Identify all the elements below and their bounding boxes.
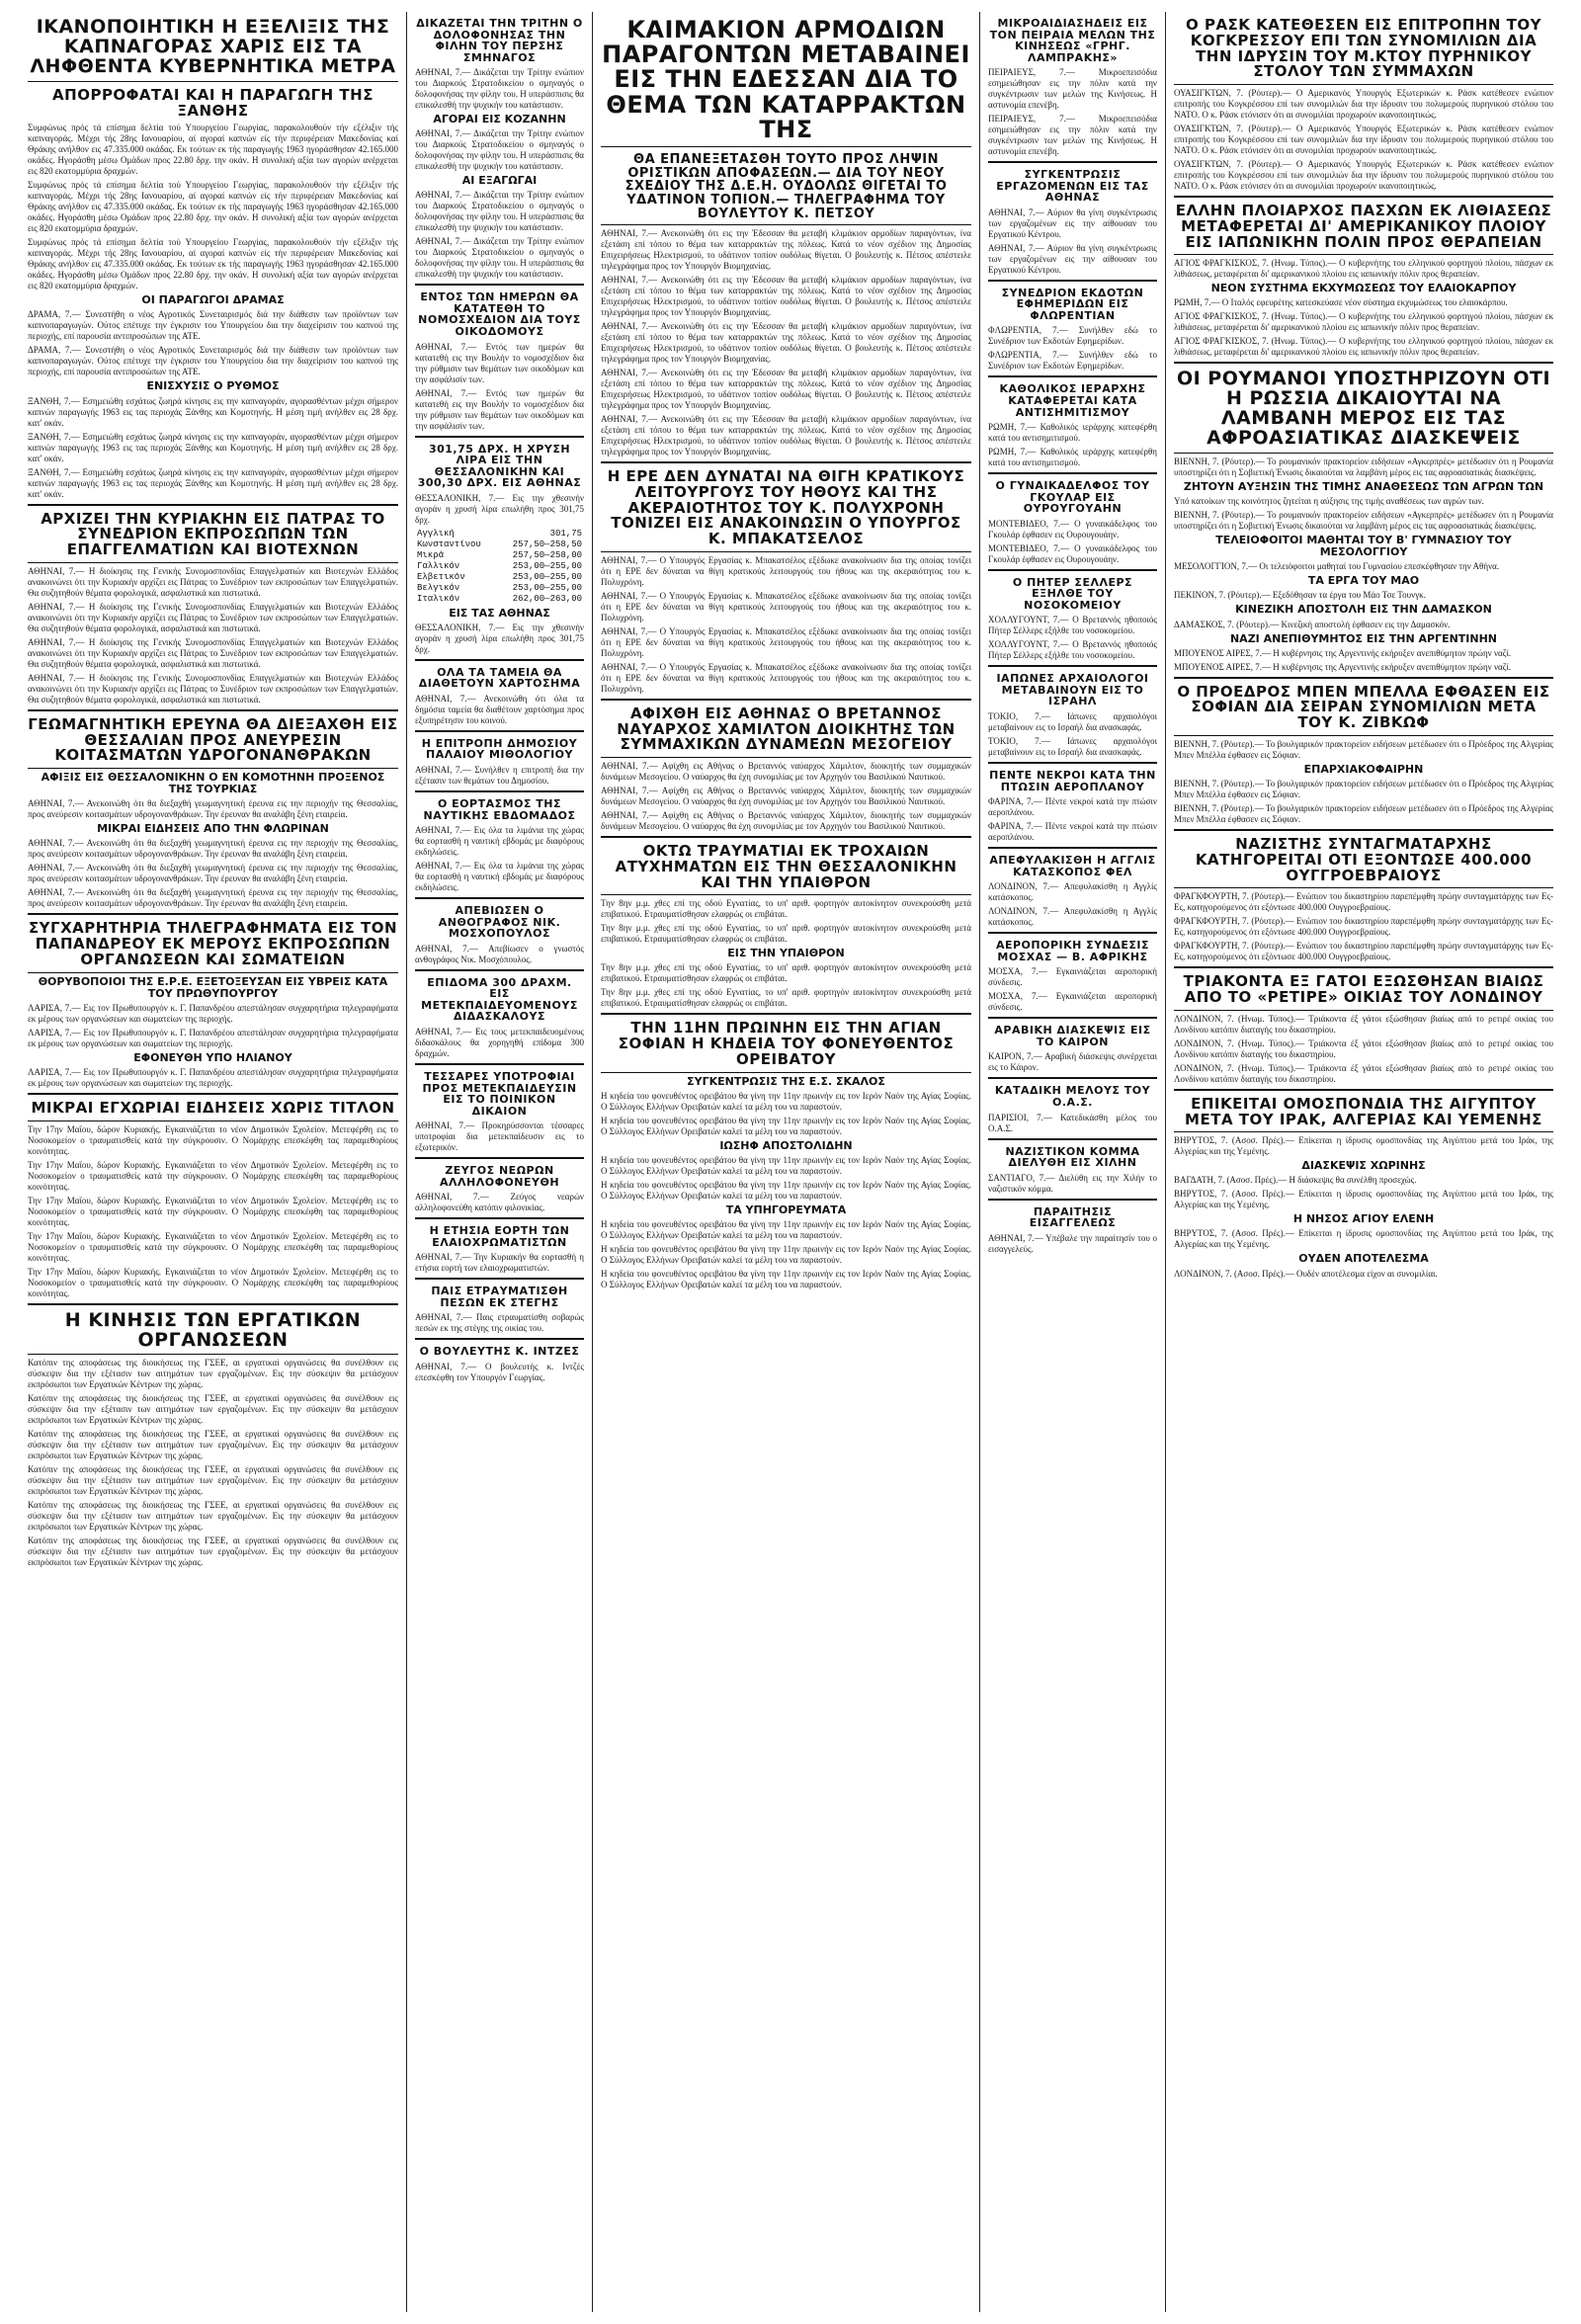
article-body: Κατόπιν της αποφάσεως της διοικήσεως της ΓΣΕΕ, αι εργατικαί οργανώσεις θα συνέλθουν εις σύσκεψιν δια την εξέτασιν των αιτημάτων των εργαζομένων. Εις την σύσκεψιν θα μετάσχουν εκπρόσωποι των Εργατικών Κέντρων της χώρας. bbox=[28, 1536, 398, 1568]
story-telegrams bbox=[28, 921, 398, 1089]
article-body: ΑΘΗΝΑΙ, 7.— Δικάζεται την Τρίτην ενώπιον του Διαρκούς Στρατοδικείου ο σμηναγός ο δολοφονήσας την φίλην του. Η υπεράσπισις θα επικαλεσθή την ψυχικήν του κατάστασιν. bbox=[415, 128, 584, 172]
subheading: ΜΙΚΡΑΙ ΕΙΔΗΣΕΙΣ ΑΠΟ ΤΗΝ ΦΛΩΡΙΝΑΝ bbox=[97, 822, 329, 836]
subheadline: ΘΑ ΕΠΑΝΕΞΕΤΑΣΘΗ ΤΟΥΤΟ ΠΡΟΣ ΛΗΨΙΝ ΟΡΙΣΤΙΚΩΝ ΑΠΟΦΑΣΕΩΝ.— ΔΙΑ ΤΟΥ ΝΕΟΥ ΣΧΕΔΙΟΥ ΤΗΣ Δ.Ε.Η. ΟΥΔΟΛΩΣ ΘΙΓΕΤΑΙ ΤΟ ΥΔΑΤΙΝΟΝ ΤΟΠΙΟΝ.— ΤΗΛΕΓΡΑΦΗΜΑ ΤΟΥ ΒΟΥΛΕΥΤΟΥ Κ. ΠΕΤΣΟΥ bbox=[624, 151, 948, 221]
article-body: ΑΘΗΝΑΙ, 7.— Δικάζεται την Τρίτην ενώπιον του Διαρκούς Στρατοδικείου ο σμηναγός ο δολοφονήσας την φίλην του. Η υπεράσπισις θα επικαλεσθή την ψυχικήν του κατάστασιν. bbox=[415, 190, 584, 233]
article-body: ΛΟΝΔΙΝΟΝ, 7.— Απεφυλακίσθη η Αγγλίς κατάσκοπος. bbox=[988, 881, 1157, 903]
article-body: ΒΗΡΥΤΟΣ, 7. (Ασοσ. Πρές).— Επίκειται η ίδρυσις ομοσπονδίας της Αιγύπτου μετά του Ιράκ, της Αλγερίας και της Υεμένης. bbox=[1174, 1228, 1553, 1250]
article-body: Την 8ην μ.μ. χθες επί της οδού Εγνατίας, το υπ' αριθ. φορτηγόν αυτοκίνητον συνεκρούσθη μετά επιβατικού. Ετραυματίσθησαν ελαφρώς οι επιβάται. bbox=[601, 898, 971, 920]
article-body: Η κηδεία του φονευθέντος ορειβάτου θα γίνη την 11ην πρωινήν εις τον Ιερόν Ναόν της Αγίας Σοφίας. Ο Σύλλογος Ελλήνων Ορειβατών καλεί τα μέλη του να παραστούν. bbox=[601, 1090, 971, 1112]
table-row: Γαλλικόν 253,00—255,00 bbox=[417, 560, 582, 571]
headline: Η ΕΡΕ ΔΕΝ ΔΥΝΑΤΑΙ ΝΑ ΘΙΓΗ ΚΡΑΤΙΚΟΥΣ ΛΕΙΤΟΥΡΓΟΥΣ ΤΟΥ ΗΘΟΥΣ ΚΑΙ ΤΗΣ ΑΚΕΡΑΙΟΤΗΤΟΣ ΤΟΥ Κ. ΠΟΛΥΧΡΟΝΗ ΤΟΝΙΖΕΙ ΕΙΣ ΑΝΑΚΟΙΝΩΣΙΝ Ο ΥΠΟΥΡΓΟΣ Κ. ΜΠΑΚΑΤΣΕΛΟΣ bbox=[607, 467, 965, 548]
article-body: ΦΡΑΓΚΦΟΥΡΤΗ, 7. (Ρόυτερ).— Ενώπιον του δικαστηρίου παρεπέμφθη πρώην συνταγματάρχης των Ες-Ες, κατηγορούμενος ότι εξόντωσε 400.000 Ουγγροεβραίους. bbox=[1174, 941, 1553, 962]
story-geomagnetic bbox=[28, 714, 398, 910]
article-body: ΞΑΝΘΗ, 7.— Εσημειώθη εσχάτως ζωηρά κίνησις εις την καπναγοράν, αγορασθέντων μέχρι σήμερον καπνών παραγωγής 1963 εις τας περιοχάς Ξάνθης και Κομοτηνής. Η μέση τιμή ανήλθεν εις 28 δρχ. κατ' οκάν. bbox=[28, 431, 398, 463]
headline: ΜΙΚΡΟΑΙΔΙΑΣΗΔΕΙΣ ΕΙΣ ΤΟΝ ΠΕΙΡΑΙΑ ΜΕΛΩΝ ΤΗΣ ΚΙΝΗΣΕΩΣ «ΓΡΗΓ. ΛΑΜΠΡΑΚΗΣ» bbox=[989, 17, 1156, 64]
article-body: Κατόπιν της αποφάσεως της διοικήσεως της ΓΣΕΕ, αι εργατικαί οργανώσεις θα συνέλθουν εις σύσκεψιν δια την εξέτασιν των αιτημάτων των εργαζομένων. Εις την σύσκεψιν θα μετάσχουν εκπρόσωποι των Εργατικών Κέντρων της χώρας. bbox=[28, 1500, 398, 1533]
story-nazi-colonel bbox=[1174, 837, 1553, 962]
story-admiral bbox=[601, 706, 971, 832]
table-row: Ιταλικόν 262,00—263,00 bbox=[417, 593, 582, 604]
headline: ΙΚΑΝΟΠΟΙΗΤΙΚΗ Η ΕΞΕΛΙΞΙΣ ΤΗΣ ΚΑΠΝΑΓΟΡΑΣ ΧΑΡΙΣ ΕΙΣ ΤΑ ΛΗΦΘΕΝΤΑ ΚΥΒΕΡΝΗΤΙΚΑ ΜΕΤΡΑ bbox=[30, 16, 396, 77]
story-piraeus bbox=[988, 18, 1157, 157]
article-body: Συμφώνως πρός τά επίσημα δελτία τού Υπουργείου Γεωργίας, παρακολουθούν τήν εξέλιξιν τής καπναγοράς. Μέχρι τής 28ης Ιανουαρίου, αί αγοραί καπνών είς τήν περιφέρειαν Μακεδονίας καί Θράκης ανήλθον εις 47.335.000 οκάδας. Εκ τούτων εκ τής παραγωγής 1963 ηγοράσθησαν 42.165.000 οκάδες. Ηγοράσθη μέσω Ομάδων προς 22.80 δρχ. την οκάν. Η συνολική αξία των αγορών ανέρχεται εις 820 εκατομμύρια δραχμών. bbox=[28, 237, 398, 291]
article-body: ΛΟΝΔΙΝΟΝ, 7.— Απεφυλακίσθη η Αγγλίς κατάσκοπος. bbox=[988, 906, 1157, 928]
article-body: ΛΟΝΔΙΝΟΝ, 7. (Ηνωμ. Τύπος).— Τριάκοντα έξ γάτοι εξώσθησαν βιαίως από το ρετιρέ οικίας του Λονδίνου κατόπιν διαταγής του δικαστηρίου. bbox=[1174, 1013, 1553, 1035]
headline: ΣΥΝΕΔΡΙΟΝ ΕΚΔΟΤΩΝ ΕΦΗΜΕΡΙΔΩΝ ΕΙΣ ΦΛΩΡΕΝΤΙΑΝ bbox=[1001, 286, 1144, 322]
subheading: ΕΦΟΝΕΥΘΗ ΥΠΟ ΗΛΙΑΝΟΥ bbox=[133, 1050, 292, 1064]
story-arab-conference bbox=[988, 1025, 1157, 1073]
article-body: ΑΘΗΝΑΙ, 7.— Ανεκοινώθη ότι εις την Έδεσσαν θα μεταβή κλιμάκιον αρμοδίων παραγόντων, ίνα εξετάση επί τόπου το θέμα των καταρρακτών της πόλεως. Κατά το νέον σχέδιον της Δημοσίας Επιχειρήσεως Ηλεκτρισμού, το υδάτινον τοπίον ουδόλως θίγεται. Ο βουλευτής κ. Πέτσος απέστειλε τηλεγράφημα προς τον Υπουργόν Βιομηχανίας. bbox=[601, 275, 971, 318]
subheading: ΟΥΔΕΝ ΑΠΟΤΕΛΕΣΜΑ bbox=[1298, 1252, 1429, 1266]
headline: ΝΑΖΙΣΤΗΣ ΣΥΝΤΑΓΜΑΤΑΡΧΗΣ ΚΑΤΗΓΟΡΕΙΤΑΙ ΟΤΙ ΕΞΟΝΤΩΣΕ 400.000 ΟΥΓΓΡΟΕΒΡΑΙΟΥΣ bbox=[1195, 835, 1533, 884]
headline: Η ΕΤΗΣΙΑ ΕΟΡΤΗ ΤΩΝ ΕΛΑΙΟΧΡΩΜΑΤΙΣΤΩΝ bbox=[429, 1224, 570, 1249]
subheading: ΕΙΣ ΤΗΝ ΥΠΑΙΘΡΟΝ bbox=[727, 947, 845, 960]
article-body: ΜΟΣΧΑ, 7.— Εγκαινιάζεται αεροπορική σύνδεσις. bbox=[988, 991, 1157, 1013]
article-body: Κατόπιν της αποφάσεως της διοικήσεως της ΓΣΕΕ, αι εργατικαί οργανώσεις θα συνέλθουν εις σύσκεψιν δια την εξέτασιν των αιτημάτων των εργαζομένων. Εις την σύσκεψιν θα μετάσχουν εκπρόσωποι των Εργατικών Κέντρων της χώρας. bbox=[28, 1393, 398, 1426]
article-body: ΑΘΗΝΑΙ, 7.— Ανεκοινώθη ότι εις την Έδεσσαν θα μεταβή κλιμάκιον αρμοδίων παραγόντων, ίνα εξετάση επί τόπου το θέμα των καταρρακτών της πόλεως. Κατά το νέον σχέδιον της Δημοσίας Επιχειρήσεως Ηλεκτρισμού, το υδάτινον τοπίον ουδόλως θίγεται. Ο βουλευτής κ. Πέτσος απέστειλε τηλεγράφημα προς τον Υπουργόν Βιομηχανίας. bbox=[601, 228, 971, 272]
article-body: ΑΘΗΝΑΙ, 7.— Δικάζεται την Τρίτην ενώπιον του Διαρκούς Στρατοδικείου ο σμηναγός ο δολοφονήσας την φίλην του. Η υπεράσπισις θα επικαλεσθή την ψυχικήν του κατάστασιν. bbox=[415, 67, 584, 111]
headline: ΑΠΕΒΙΩΣΕΝ Ο ΑΝΘΟΓΡΑΦΟΣ ΝΙΚ. ΜΟΣΧΟΠΟΥΛΟΣ bbox=[438, 904, 561, 941]
article-body: ΛΑΡΙΣΑ, 7.— Εις τον Πρωθυπουργόν κ. Γ. Παπανδρέου απεστάλησαν συγχαρητήρια τηλεγραφήματα εκ μέρους των οργανώσεων και σωματείων της περιοχής. bbox=[28, 1027, 398, 1048]
article-body: ΒΙΕΝΝΗ, 7. (Ρόυτερ).— Το ρουμανικόν πρακτορείον ειδήσεων «Αγκερπρές» μετέδωσεν ότι η Ρουμανία υποστηρίζει ότι η Σοβιετική Ένωσις δικαιούται να λαμβάνη μέρος εις τας αφροασιατικάς διασκέψεις. bbox=[1174, 510, 1553, 532]
story-mp bbox=[415, 1346, 584, 1383]
story-workers-rally bbox=[988, 169, 1157, 276]
subheading: ΤΑ ΥΠΗΓΟΡΕΥΜΑΤΑ bbox=[725, 1203, 847, 1216]
article-body: ΒΙΕΝΝΗ, 7. (Ρόυτερ).— Το ρουμανικόν πρακτορείον ειδήσεων «Αγκερπρές» μετέδωσεν ότι η Ρουμανία υποστηρίζει ότι η Σοβιετική Ένωσις δικαιούται να λαμβάνη μέρος εις τας αφροασιατικάς διασκέψεις. bbox=[1174, 456, 1553, 478]
article-body: ΑΘΗΝΑΙ, 7.— Εις όλα τα λιμάνια της χώρας θα εορτασθή η ναυτική εβδομάς με διαφόρους εκδηλώσεις. bbox=[415, 825, 584, 858]
subheading: ΤΕΛΕΙΟΦΟΙΤΟΙ ΜΑΘΗΤΑΙ ΤΟΥ Β' ΓΥΜΝΑΣΙΟΥ ΤΟΥ ΜΕΣΟΛΟΓΓΙΟΥ bbox=[1215, 534, 1512, 559]
article-body: ΜΟΝΤΕΒΙΔΕΟ, 7.— Ο γυναικάδελφος του Γκουλάρ έφθασεν εις Ουρουγουάην. bbox=[988, 518, 1157, 540]
article-body: ΑΘΗΝΑΙ, 7.— Εις τους μετεκπαιδευομένους διδασκάλους θα χορηγηθή επίδομα 300 δραχμών. bbox=[415, 1026, 584, 1058]
story-teachers-allowance bbox=[415, 977, 584, 1059]
story-scholarships bbox=[415, 1071, 584, 1153]
article-body: ΑΘΗΝΑΙ, 7.— Αφίχθη εις Αθήνας ο Βρεταννός ναύαρχος Χάμιλτον, διοικητής των συμμαχικών δυνάμεων Μεσογείου. Ο ναύαρχος θα έχη συνομιλίας με τον Αρχηγόν του Βασιλικού Ναυτικού. bbox=[601, 761, 971, 783]
story-naval-week bbox=[415, 798, 584, 893]
story-obituary bbox=[415, 905, 584, 965]
subheading: ΔΙΑΣΚΕΨΙΣ ΧΩΡΙΝΗΣ bbox=[1301, 1159, 1426, 1173]
article-body: ΒΙΕΝΝΗ, 7. (Ρόυτερ).— Το βουλγαρικόν πρακτορείον ειδήσεων μετέδωσεν ότι ο Πρόεδρος της Αλγερίας Μπεν Μπέλλα έφθασεν εις Σόφιαν. bbox=[1174, 803, 1553, 824]
story-publishers bbox=[988, 288, 1157, 373]
headline: 301,75 ΔΡΧ. Η ΧΡΥΣΗ ΛΙΡΑ ΕΙΣ ΤΗΝ ΘΕΣΣΑΛΟΝΙΚΗΝ ΚΑΙ 300,30 ΔΡΧ. ΕΙΣ ΑΘΗΝΑΣ bbox=[417, 442, 582, 490]
subheading: Η ΝΗΣΟΣ ΑΓΙΟΥ ΕΛΕΝΗ bbox=[1292, 1212, 1435, 1226]
headline: ΚΑΙΜΑΚΙΟΝ ΑΡΜΟΔΙΩΝ ΠΑΡΑΓΟΝΤΩΝ ΜΕΤΑΒΑΙΝΕΙ ΕΙΣ ΤΗΝ ΕΔΕΣΣΑΝ ΔΙΑ ΤΟ ΘΕΜΑ ΤΩΝ ΚΑΤΑΡΡΑΚΤΩΝ ΤΗΣ bbox=[602, 16, 970, 143]
column-5 bbox=[1166, 12, 1561, 2312]
subheading: ΣΥΓΚΕΝΤΡΩΣΙΣ ΤΗΣ Ε.Σ. ΣΚΑΛΟΣ bbox=[687, 1074, 885, 1088]
story-prosecutor bbox=[988, 1206, 1157, 1255]
article-body: ΣΑΝΤΙΑΓΟ, 7.— Διελύθη εις την Χιλήν το ναζιστικόν κόμμα. bbox=[988, 1172, 1157, 1194]
article-body: ΠΑΡΙΣΙΟΙ, 7.— Κατεδικάσθη μέλος του Ο.Α.Σ. bbox=[988, 1112, 1157, 1133]
headline: ΕΛΛΗΝ ΠΛΟΙΑΡΧΟΣ ΠΑΣΧΩΝ ΕΚ ΛΙΘΙΑΣΕΩΣ ΜΕΤΑΦΕΡΕΤΑΙ ΔΙ' ΑΜΕΡΙΚΑΝΙΚΟΥ ΠΛΟΙΟΥ ΕΙΣ ΙΑΠΩΝΙΚΗΝ ΠΟΛΙΝ ΠΡΟΣ ΘΕΡΑΠΕΙΑΝ bbox=[1175, 202, 1552, 251]
story-child-fall bbox=[415, 1286, 584, 1334]
article-body: ΜΟΝΤΕΒΙΔΕΟ, 7.— Ο γυναικάδελφος του Γκουλάρ έφθασεν εις Ουρουγουάην. bbox=[988, 542, 1157, 564]
story-chile bbox=[988, 1146, 1157, 1195]
subheading: ΑΓΟΡΑΙ ΕΙΣ ΚΟΖΑΝΗΝ bbox=[433, 113, 566, 126]
story-federation bbox=[1174, 1094, 1553, 1280]
article-body: ΤΟΚΙΟ, 7.— Ιάπωνες αρχαιολόγοι μεταβαίνουν εις το Ισραήλ δια ανασκαφάς. bbox=[988, 736, 1157, 758]
article-body: ΛΟΝΔΙΝΟΝ, 7. (Ηνωμ. Τύπος).— Τριάκοντα έξ γάτοι εξώσθησαν βιαίως από το ρετιρέ οικίας του Λονδίνου κατόπιν διαταγής του δικαστηρίου. bbox=[1174, 1062, 1553, 1084]
article-body: ΘΕΣΣΑΛΟΝΙΚΗ, 7.— Εις την χθεσινήν αγοράν η χρυσή λίρα επωλήθη προς 301,75 δρχ. bbox=[415, 492, 584, 525]
article-body: ΛΟΝΔΙΝΟΝ, 7. (Ασοσ. Πρές).— Ουδέν αποτέλεσμα είχον αι συνομιλίαι. bbox=[1174, 1268, 1438, 1279]
article-body: ΤΟΚΙΟ, 7.— Ιάπωνες αρχαιολόγοι μεταβαίνουν εις το Ισραήλ δια ανασκαφάς. bbox=[988, 711, 1157, 733]
story-labor-organizations bbox=[28, 1308, 398, 1569]
subheadline: ΑΠΟΡΡΟΦΑΤΑΙ ΚΑΙ Η ΠΑΡΑΓΩΓΗ ΤΗΣ ΞΑΝΘΗΣ bbox=[52, 85, 374, 120]
article-body: ΦΑΡΙΝΑ, 7.— Πέντε νεκροί κατά την πτώσιν αεροπλάνου. bbox=[988, 796, 1157, 818]
article-body: Την 17ην Μαΐου, δώρον Κυριακής. Εγκαινιάζεται το νέον Δημοτικόν Σχολείον. Μετεφέρθη εις το Νοσοκομείον ο τραυματισθείς κατά την σύγκρουσιν. Ο Νομάρχης επεσκέφθη τας παραμεθορίους κοινότητας. bbox=[28, 1123, 398, 1156]
article-body: ΑΘΗΝΑΙ, 7.— Αφίχθη εις Αθήνας ο Βρεταννός ναύαρχος Χάμιλτον, διοικητής των συμμαχικών δυνάμεων Μεσογείου. Ο ναύαρχος θα έχη συνομιλίας με τον Αρχηγόν του Βασιλικού Ναυτικού. bbox=[601, 810, 971, 832]
article-body: ΑΘΗΝΑΙ, 7.— Ανεκοινώθη ότι θα διεξαχθή γεωμαγνητική έρευνα εις την περιοχήν της Θεσσαλίας, προς ανεύρεσιν κοιτασμάτων υδρογονανθράκων. Την έρευναν θα αναλάβη ξένη εταιρεία. bbox=[28, 798, 398, 820]
article-body: ΟΥΑΣΙΓΚΤΩΝ, 7. (Ρόυτερ).— Ο Αμερικανός Υπουργός Εξωτερικών κ. Ράσκ κατέθεσεν ενώπιον επιτροπής του Κογκρέσσου επί των συνομιλιών δια την ίδρυσιν του πολυμερούς πυρηνικού στόλου του ΝΑΤΟ. Ο κ. Ράσκ ετόνισεν ότι αι συνομιλίαι προχωρούν ικανοποιητικώς. bbox=[1174, 124, 1553, 155]
article-body: Η κηδεία του φονευθέντος ορειβάτου θα γίνη την 11ην πρωινήν εις τον Ιερόν Ναόν της Αγίας Σοφίας. Ο Σύλλογος Ελλήνων Ορειβατών καλεί τα μέλη του να παραστούν. bbox=[601, 1219, 971, 1241]
table-row: Κωνσταντίνου 257,50—258,50 bbox=[417, 539, 582, 549]
headline: Η ΕΠΙΤΡΟΠΗ ΔΗΜΟΣΙΟΥ ΠΑΛΑΙΟΥ ΜΙΘΟΛΟΓΙΟΥ bbox=[421, 736, 578, 762]
article-body: ΑΘΗΝΑΙ, 7.— Ανεκοινώθη ότι θα διεξαχθή γεωμαγνητική έρευνα εις την περιοχήν της Θεσσαλίας, προς ανεύρεσιν κοιτασμάτων υδρογονανθράκων. Την έρευναν θα αναλάβη ξένη εταιρεία. bbox=[28, 887, 398, 909]
article-body: Την 8ην μ.μ. χθες επί της οδού Εγνατίας, το υπ' αριθ. φορτηγόν αυτοκίνητον συνεκρούσθη μετά επιβατικού. Ετραυματίσθησαν ελαφρώς οι επιβάται. bbox=[601, 962, 971, 984]
article-body: ΔΡΑΜΑ, 7.— Συνεστήθη ο νέος Αγροτικός Συνεταιρισμός διά την διάθεσιν των προϊόντων των καπνοπαραγωγών. Ούτος επέτυχε την έγκρισιν του Υπουργείου δια την διαχείρισιν του καπνού της περιοχής, επί παρουσία αντιπροσώπων της ΑΤΕ. bbox=[28, 345, 398, 377]
article-body: ΟΥΑΣΙΓΚΤΩΝ, 7. (Ρόυτερ).— Ο Αμερικανός Υπουργός Εξωτερικών κ. Ράσκ κατέθεσεν ενώπιον επιτροπής του Κογκρέσσου επί των συνομιλιών δια την ίδρυσιν του πολυμερούς πυρηνικού στόλου του ΝΑΤΟ. Ο κ. Ράσκ ετόνισεν ότι αι συνομιλίαι προχωρούν ικανοποιητικώς. bbox=[1174, 159, 1553, 191]
article-body: ΠΕΙΡΑΙΕΥΣ, 7.— Μικροεπεισόδια εσημειώθησαν εις την πόλιν κατά την συγκέντρωσιν των μελών της Κινήσεως. Η αστυνομία επενέβη. bbox=[988, 114, 1157, 157]
article-body: ΜΕΣΟΛΟΓΓΙΟΝ, 7.— Οι τελειόφοιτοι μαθηταί του Γυμνασίου επεσκέφθησαν την Αθήνα. bbox=[1174, 561, 1500, 572]
story-oas bbox=[988, 1085, 1157, 1133]
story-rusk bbox=[1174, 18, 1553, 192]
column-2 bbox=[407, 12, 593, 2312]
story-couple bbox=[415, 1165, 584, 1213]
subheading: ΑΙ ΕΞΑΓΩΓΑΙ bbox=[461, 174, 538, 188]
article-body: ΑΘΗΝΑΙ, 7.— Η διοίκησις της Γενικής Συνομοσπονδίας Επαγγελματιών και Βιοτεχνών Ελλάδος ανακοινώνει ότι την Κυριακήν αρχίζει εις Πάτρας το Συνέδριον των εκπροσώπων των Επαγγελματιών. Θα συζητηθούν θέματα φορολογικά, ασφαλιστικά και πιστωτικά. bbox=[28, 636, 398, 669]
subheading: ΕΝΙΣΧΥΣΙΣ Ο ΡΥΘΜΟΣ bbox=[146, 379, 280, 393]
article-body: ΑΘΗΝΑΙ, 7.— Ο βουλευτής κ. Ιντζές επεσκέφθη τον Υπουργόν Γεωργίας. bbox=[415, 1361, 584, 1382]
headline: ΟΙ ΡΟΥΜΑΝΟΙ ΥΠΟΣΤΗΡΙΖΟΥΝ ΟΤΙ Η ΡΩΣΣΙΑ ΔΙΚΑΙΟΥΤΑΙ ΝΑ ΛΑΜΒΑΝΗ ΜΕΡΟΣ ΕΙΣ ΤΑΣ ΑΦΡΟΑΣΙΑΤΙΚΑΣ ΔΙΑΣΚΕΨΕΙΣ bbox=[1176, 368, 1551, 450]
headline: ΕΠΙΔΟΜΑ 300 ΔΡΑΧΜ. ΕΙΣ ΜΕΤΕΚΠΑΙΔΕΥΟΜΕΝΟΥΣ ΔΙΔΑΣΚΑΛΟΥΣ bbox=[421, 975, 578, 1024]
article-body: ΘΕΣΣΑΛΟΝΙΚΗ, 7.— Εις την χθεσινήν αγοράν η χρυσή λίρα επωλήθη προς 301,75 δρχ. bbox=[415, 622, 584, 654]
article-body: ΑΘΗΝΑΙ, 7.— Ο Υπουργός Εργασίας κ. Μπακατσέλος εξέδωκε ανακοίνωσιν δια της οποίας τονίζει ότι η ΕΡΕ δεν δύναται να θίγη κρατικούς λειτουργούς του ήθους και της ακεραιότητος του κ. Πολυχρόνη. bbox=[601, 625, 971, 658]
story-gold-sovereign bbox=[415, 444, 584, 655]
headline: ΑΡΑΒΙΚΗ ΔΙΑΣΚΕΨΙΣ ΕΙΣ ΤΟ ΚΑΙΡΟΝ bbox=[994, 1024, 1151, 1048]
article-body: ΑΘΗΝΑΙ, 7.— Ανεκοινώθη ότι όλα τα δημόσια ταμεία θα διαθέτουν χαρτόσημα προς εξυπηρέτησιν του κοινού. bbox=[415, 693, 584, 725]
article-body: ΛΑΡΙΣΑ, 7.— Εις τον Πρωθυπουργόν κ. Γ. Παπανδρέου απεστάλησαν συγχαρητήρια τηλεγραφήματα εκ μέρους των οργανώσεων και σωματείων της περιοχής. bbox=[28, 1002, 398, 1024]
article-body: ΑΘΗΝΑΙ, 7.— Αύριον θα γίνη συγκέντρωσις των εργαζομένων εις την αίθουσαν του Εργατικού Κέντρου. bbox=[988, 207, 1157, 239]
article-body: ΠΕΙΡΑΙΕΥΣ, 7.— Μικροεπεισόδια εσημειώθησαν εις την πόλιν κατά την συγκέντρωσιν των μελών της Κινήσεως. Η αστυνομία επενέβη. bbox=[988, 67, 1157, 111]
article-body: Η κηδεία του φονευθέντος ορειβάτου θα γίνη την 11ην πρωινήν εις τον Ιερόν Ναόν της Αγίας Σοφίας. Ο Σύλλογος Ελλήνων Ορειβατών καλεί τα μέλη του να παραστούν. bbox=[601, 1154, 971, 1176]
headline: Ο ΠΗΤΕΡ ΣΕΛΛΕΡΣ ΕΞΗΛΘΕ ΤΟΥ ΝΟΣΟΚΟΜΕΙΟΥ bbox=[1012, 575, 1133, 612]
article-body: ΦΡΑΓΚΦΟΥΡΤΗ, 7. (Ρόυτερ).— Ενώπιον του δικαστηρίου παρεπέμφθη πρώην συνταγματάρχης των Ες-Ες, κατηγορούμενος ότι εξόντωσε 400.000 Ουγγροεβραίους. bbox=[1174, 891, 1553, 913]
story-patras-congress bbox=[28, 509, 398, 706]
article-body: ΑΘΗΝΑΙ, 7.— Ο Υπουργός Εργασίας κ. Μπακατσέλος εξέδωκε ανακοίνωσιν δια της οποίας τονίζει ότι η ΕΡΕ δεν δύναται να θίγη κρατικούς λειτουργούς του ήθους και της ακεραιότητος του κ. Πολυχρόνη. bbox=[601, 590, 971, 622]
lead-story-tobacco bbox=[28, 18, 398, 500]
headline: Ο ΕΟΡΤΑΣΜΟΣ ΤΗΣ ΝΑΥΤΙΚΗΣ ΕΒΔΟΜΑΔΟΣ bbox=[423, 797, 576, 822]
article-body: ΑΓΙΟΣ ΦΡΑΓΚΙΣΚΟΣ, 7. (Ηνωμ. Τύπος).— Ο κυβερνήτης του ελληνικού φορτηγού πλοίου, πάσχων εκ λιθιάσεως, μεταφέρεται δι' αμερικανικού πλοίου εις ιαπωνικήν πόλιν προς θεραπείαν. bbox=[1174, 336, 1553, 358]
headline: ΣΥΓΚΕΝΤΡΩΣΙΣ ΕΡΓΑΖΟΜΕΝΩΝ ΕΙΣ ΤΑΣ ΑΘΗΝΑΣ bbox=[996, 168, 1149, 205]
headline: ΓΕΩΜΑΓΝΗΤΙΚΗ ΕΡΕΥΝΑ ΘΑ ΔΙΕΞΑΧΘΗ ΕΙΣ ΘΕΣΣΑΛΙΑΝ ΠΡΟΣ ΑΝΕΥΡΕΣΙΝ ΚΟΙΤΑΣΜΑΤΩΝ ΥΔΡΟΓΟΝΑΝΘΡΑΚΩΝ bbox=[28, 714, 398, 765]
article-body: ΑΘΗΝΑΙ, 7.— Αύριον θα γίνη συγκέντρωσις των εργαζομένων εις την αίθουσαν του Εργατικού Κέντρου. bbox=[988, 242, 1157, 275]
headline: Ο ΠΡΟΕΔΡΟΣ ΜΠΕΝ ΜΠΕΛΛΑ ΕΦΘΑΣΕΝ ΕΙΣ ΣΟΦΙΑΝ ΔΙΑ ΣΕΙΡΑΝ ΣΥΝΟΜΙΛΙΩΝ ΜΕΤΑ ΤΟΥ Κ. ΖΙΒΚΩΦ bbox=[1177, 682, 1550, 732]
subheading: ΘΟΡΥΒΟΠΟΙΟΙ ΤΗΣ Ε.Ρ.Ε. ΕΞΕΤΟΞΕΥΣΑΝ ΕΙΣ ΥΒΡΕΙΣ ΚΑΤΑ ΤΟΥ ΠΡΩΘΥΠΟΥΡΓΟΥ bbox=[38, 974, 388, 1000]
article-body: ΑΘΗΝΑΙ, 7.— Παις ετραυματίσθη σοβαρώς πεσών εκ της στέγης της οικίας του. bbox=[415, 1312, 584, 1334]
headline: ΚΑΘΟΛΙΚΟΣ ΙΕΡΑΡΧΗΣ ΚΑΤΑΦΕΡΕΤΑΙ ΚΑΤΑ ΑΝΤΙΣΗΜΙΤΙΣΜΟΥ bbox=[999, 382, 1146, 419]
story-romanians bbox=[1174, 370, 1553, 672]
article-body: Η κηδεία του φονευθέντος ορειβάτου θα γίνη την 11ην πρωινήν εις τον Ιερόν Ναόν της Αγίας Σοφίας. Ο Σύλλογος Ελλήνων Ορειβατών καλεί τα μέλη του να παραστούν. bbox=[601, 1115, 971, 1136]
article-body: ΒΑΓΔΑΤΗ, 7. (Ασοσ. Πρές).— Η διάσκεψις θα συνέλθη προσεχώς. bbox=[1174, 1175, 1417, 1186]
headline: ΤΗΝ 11ΗΝ ΠΡΩΙΝΗΝ ΕΙΣ ΤΗΝ ΑΓΙΑΝ ΣΟΦΙΑΝ Η ΚΗΔΕΙΑ ΤΟΥ ΦΟΝΕΥΘΕΝΤΟΣ ΟΡΕΙΒΑΤΟΥ bbox=[618, 1019, 955, 1068]
headline: Ο ΓΥΝΑΙΚΑΔΕΛΦΟΣ ΤΟΥ ΓΚΟΥΛΑΡ ΕΙΣ ΟΥΡΟΥΓΟΥΑΗΝ bbox=[995, 479, 1150, 516]
story-builders-bill bbox=[415, 291, 584, 431]
article-body: ΟΥΑΣΙΓΚΤΩΝ, 7. (Ρόυτερ).— Ο Αμερικανός Υπουργός Εξωτερικών κ. Ράσκ κατέθεσεν ενώπιον επιτροπής του Κογκρέσσου επί των συνομιλιών δια την ίδρυσιν του πολυμερούς πυρηνικού στόλου του ΝΑΤΟ. Ο κ. Ράσκ ετόνισεν ότι αι συνομιλίαι προχωρούν ικανοποιητικώς. bbox=[1174, 88, 1553, 120]
story-spy bbox=[988, 855, 1157, 928]
article-body: ΔΑΜΑΣΚΟΣ, 7. (Ρόυτερ).— Κινεζική αποστολή έφθασεν εις την Δαμασκόν. bbox=[1174, 619, 1451, 629]
story-archaeologists bbox=[988, 673, 1157, 758]
article-body: ΡΩΜΗ, 7.— Ο Ιταλός εφευρέτης κατεσκεύασε νέον σύστημα εκχυμώσεως του ελαιοκάρπου. bbox=[1174, 297, 1508, 308]
article-body: ΑΘΗΝΑΙ, 7.— Ο Υπουργός Εργασίας κ. Μπακατσέλος εξέδωκε ανακοίνωσιν δια της οποίας τονίζει ότι η ΕΡΕ δεν δύναται να θίγη κρατικούς λειτουργούς του ήθους και της ακεραιότητος του κ. Πολυχρόνη. bbox=[601, 661, 971, 694]
headline: ΝΑΖΙΣΤΙΚΟΝ ΚΟΜΜΑ ΔΙΕΛΥΘΗ ΕΙΣ ΧΙΛΗΝ bbox=[1005, 1144, 1140, 1170]
article-body: Υπό κατοίκων της κοινότητος ζητείται η αύξησις της τιμής αναθέσεως των αγρών των. bbox=[1174, 496, 1484, 507]
headline: ΕΝΤΟΣ ΤΩΝ ΗΜΕΡΩΝ ΘΑ ΚΑΤΑΤΕΘΗ ΤΟ ΝΟΜΟΣΧΕΔΙΟΝ ΔΙΑ ΤΟΥΣ ΟΙΚΟΔΟΜΟΥΣ bbox=[418, 290, 581, 339]
article-body: ΡΩΜΗ, 7.— Καθολικός ιεράρχης κατεφέρθη κατά του αντισημιτισμού. bbox=[988, 447, 1157, 468]
article-body: ΦΛΩΡΕΝΤΙΑ, 7.— Συνήλθεν εδώ το Συνέδριον των Εκδοτών Εφημερίδων. bbox=[988, 325, 1157, 347]
article-body: Κατόπιν της αποφάσεως της διοικήσεως της ΓΣΕΕ, αι εργατικαί οργανώσεις θα συνέλθουν εις σύσκεψιν δια την εξέτασιν των αιτημάτων των εργαζομένων. Εις την σύσκεψιν θα μετάσχουν εκπρόσωποι των Εργατικών Κέντρων της χώρας. bbox=[28, 1358, 398, 1390]
article-body: ΑΘΗΝΑΙ, 7.— Η διοίκησις της Γενικής Συνομοσπονδίας Επαγγελματιών και Βιοτεχνών Ελλάδος ανακοινώνει ότι την Κυριακήν αρχίζει εις Πάτρας το Συνέδριον των εκπροσώπων των Επαγγελματιών. Θα συζητηθούν θέματα φορολογικά, ασφαλιστικά και πιστωτικά. bbox=[28, 565, 398, 598]
article-body: ΛΑΡΙΣΑ, 7.— Εις τον Πρωθυπουργόν κ. Γ. Παπανδρέου απεστάλησαν συγχαρητήρια τηλεγραφήματα εκ μέρους των οργανώσεων και σωματείων της περιοχής. bbox=[28, 1066, 398, 1088]
article-body: Την 8ην μ.μ. χθες επί της οδού Εγνατίας, το υπ' αριθ. φορτηγόν αυτοκίνητον συνεκρούσθη μετά επιβατικού. Ετραυματίσθησαν ελαφρώς οι επιβάται. bbox=[601, 923, 971, 945]
article-body: ΑΘΗΝΑΙ, 7.— Ζεύγος νεαρών αλληλοφονεύθη κατόπιν φιλονικίας. bbox=[415, 1192, 584, 1213]
table-row: Βελγικόν 253,00—255,00 bbox=[417, 582, 582, 593]
article-body: ΑΘΗΝΑΙ, 7.— Ανεκοινώθη ότι εις την Έδεσσαν θα μεταβή κλιμάκιον αρμοδίων παραγόντων, ίνα εξετάση επί τόπου το θέμα των καταρρακτών της πόλεως. Κατά το νέον σχέδιον της Δημοσίας Επιχειρήσεως Ηλεκτρισμού, το υδάτινον τοπίον ουδόλως θίγεται. Ο βουλευτής κ. Πέτσος απέστειλε τηλεγράφημα προς τον Υπουργόν Βιομηχανίας. bbox=[601, 321, 971, 365]
story-ere bbox=[601, 469, 971, 695]
headline: ΤΡΙΑΚΟΝΤΑ ΕΞ ΓΑΤΟΙ ΕΞΩΣΘΗΣΑΝ ΒΙΑΙΩΣ ΑΠΟ ΤΟ «ΡΕΤΙΡΕ» ΟΙΚΙΑΣ ΤΟΥ ΛΟΝΔΙΝΟΥ bbox=[1183, 972, 1544, 1006]
article-body: ΑΘΗΝΑΙ, 7.— Εις όλα τα λιμάνια της χώρας θα εορτασθή η ναυτική εβδομάς με διαφόρους εκδηλώσεις. bbox=[415, 861, 584, 893]
story-local-news bbox=[28, 1098, 398, 1299]
story-sellers bbox=[988, 577, 1157, 662]
article-body: Η κηδεία του φονευθέντος ορειβάτου θα γίνη την 11ην πρωινήν εις τον Ιερόν Ναόν της Αγίας Σοφίας. Ο Σύλλογος Ελλήνων Ορειβατών καλεί τα μέλη του να παραστούν. bbox=[601, 1269, 971, 1290]
article-body: ΑΘΗΝΑΙ, 7.— Αφίχθη εις Αθήνας ο Βρεταννός ναύαρχος Χάμιλτον, διοικητής των συμμαχικών δυνάμεων Μεσογείου. Ο ναύαρχος θα έχη συνομιλίας με τον Αρχηγόν του Βασιλικού Ναυτικού. bbox=[601, 786, 971, 807]
article-body: ΑΘΗΝΑΙ, 7.— Ανεκοινώθη ότι εις την Έδεσσαν θα μεταβή κλιμάκιον αρμοδίων παραγόντων, ίνα εξετάση επί τόπου το θέμα των καταρρακτών της πόλεως. Κατά το νέον σχέδιον της Δημοσίας Επιχειρήσεως Ηλεκτρισμού, το υδάτινον τοπίον ουδόλως θίγεται. Ο βουλευτής κ. Πέτσος απέστειλε τηλεγράφημα προς τον Υπουργόν Βιομηχανίας. bbox=[601, 414, 971, 457]
headline: ΔΙΚΑΖΕΤΑΙ ΤΗΝ ΤΡΙΤΗΝ Ο ΔΟΛΟΦΟΝΗΣΑΣ ΤΗΝ ΦΙΛΗΝ ΤΟΥ ΠΕΡΣΗΣ ΣΜΗΝΑΓΟΣ bbox=[416, 17, 583, 64]
table-row: Αγγλική 301,75 bbox=[417, 528, 582, 539]
story-funeral bbox=[601, 1021, 971, 1290]
headline: ΟΚΤΩ ΤΡΑΥΜΑΤΙΑΙ ΕΚ ΤΡΟΧΑΙΩΝ ΑΤΥΧΗΜΑΤΩΝ ΕΙΣ ΤΗΝ ΘΕΣΣΑΛΟΝΙΚΗΝ ΚΑΙ ΤΗΝ ΥΠΑΙΘΡΟΝ bbox=[615, 842, 957, 891]
headline: ΜΙΚΡΑΙ ΕΓΧΩΡΙΑΙ ΕΙΔΗΣΕΙΣ ΧΩΡΙΣ ΤΙΤΛΟΝ bbox=[31, 1098, 395, 1117]
article-body: ΑΘΗΝΑΙ, 7.— Η διοίκησις της Γενικής Συνομοσπονδίας Επαγγελματιών και Βιοτεχνών Ελλάδος ανακοινώνει ότι την Κυριακήν αρχίζει εις Πάτρας το Συνέδριον των εκπροσώπων των Επαγγελματιών. Θα συζητηθούν θέματα φορολογικά, ασφαλιστικά και πιστωτικά. bbox=[28, 672, 398, 705]
subheading: ΕΙΣ ΤΑΣ ΑΘΗΝΑΣ bbox=[449, 606, 550, 620]
subheading: ΚΙΝΕΖΙΚΗ ΑΠΟΣΤΟΛΗ ΕΙΣ ΤΗΝ ΔΑΜΑΣΚΟΝ bbox=[1235, 603, 1492, 617]
article-body: ΦΑΡΙΝΑ, 7.— Πέντε νεκροί κατά την πτώσιν αεροπλάνου. bbox=[988, 821, 1157, 843]
article-body: ΦΡΑΓΚΦΟΥΡΤΗ, 7. (Ρόυτερ).— Ενώπιον του δικαστηρίου παρεπέμφθη πρώην συνταγματάρχης των Ες-Ες, κατηγορούμενος ότι εξόντωσε 400.000 Ουγγροεβραίους. bbox=[1174, 916, 1553, 938]
article-body: ΑΓΙΟΣ ΦΡΑΓΚΙΣΚΟΣ, 7. (Ηνωμ. Τύπος).— Ο κυβερνήτης του ελληνικού φορτηγού πλοίου, πάσχων εκ λιθιάσεως, μεταφέρεται δι' αμερικανικού πλοίου εις ιαπωνικήν πόλιν προς θεραπείαν. bbox=[1174, 311, 1553, 333]
subheading: ΝΕΟΝ ΣΥΣΤΗΜΑ ΕΚΧΥΜΩΣΕΩΣ ΤΟΥ ΕΛΑΙΟΚΑΡΠΟΥ bbox=[1210, 282, 1517, 295]
headline: Η ΚΙΝΗΣΙΣ ΤΩΝ ΕΡΓΑΤΙΚΩΝ ΟΡΓΑΝΩΣΕΩΝ bbox=[64, 1308, 362, 1351]
article-body: Συμφώνως πρός τά επίσημα δελτία τού Υπουργείου Γεωργίας, παρακολουθούν τήν εξέλιξιν τής καπναγοράς. Μέχρι τής 28ης Ιανουαρίου, αί αγοραί καπνών είς τήν περιφέρειαν Μακεδονίας καί Θράκης ανήλθον εις 47.335.000 οκάδας. Εκ τούτων εκ τής παραγωγής 1963 ηγοράσθησαν 42.165.000 οκάδες. Ηγοράσθη μέσω Ομάδων προς 22.80 δρχ. την οκάν. Η συνολική αξία των αγορών ανέρχεται εις 820 εκατομμύρια δραχμών. bbox=[28, 123, 398, 177]
article-body: ΧΟΛΛΥΓΟΥΝΤ, 7.— Ο Βρεταννός ηθοποιός Πήτερ Σέλλερς εξήλθε του νοσοκομείου. bbox=[988, 639, 1157, 661]
column-3 bbox=[593, 12, 980, 2312]
article-body: Την 17ην Μαΐου, δώρον Κυριακής. Εγκαινιάζεται το νέον Δημοτικόν Σχολείον. Μετεφέρθη εις το Νοσοκομείον ο τραυματισθείς κατά την σύγκρουσιν. Ο Νομάρχης επεσκέφθη τας παραμεθορίους κοινότητας. bbox=[28, 1195, 398, 1227]
gold-rates-table bbox=[415, 529, 584, 605]
article-body: ΑΘΗΝΑΙ, 7.— Υπέβαλε την παραίτησίν του ο εισαγγελεύς. bbox=[988, 1232, 1157, 1254]
article-body: ΑΘΗΝΑΙ, 7.— Την Κυριακήν θα εορτασθή η ετήσια εορτή των ελαιοχρωματιστών. bbox=[415, 1252, 584, 1274]
article-body: ΑΘΗΝΑΙ, 7.— Ανεκοινώθη ότι εις την Έδεσσαν θα μεταβή κλιμάκιον αρμοδίων παραγόντων, ίνα εξετάση επί τόπου το θέμα των καταρρακτών της πόλεως. Κατά το νέον σχέδιον της Δημοσίας Επιχειρήσεως Ηλεκτρισμού, το υδάτινον τοπίον ουδόλως θίγεται. Ο βουλευτής κ. Πέτσος απέστειλε τηλεγράφημα προς τον Υπουργόν Βιομηχανίας. bbox=[601, 368, 971, 411]
article-body: ΒΙΕΝΝΗ, 7. (Ρόυτερ).— Το βουλγαρικόν πρακτορείον ειδήσεων μετέδωσεν ότι ο Πρόεδρος της Αλγερίας Μπεν Μπέλλα έφθασεν εις Σόφιαν. bbox=[1174, 779, 1553, 799]
article-body: Συμφώνως πρός τά επίσημα δελτία τού Υπουργείου Γεωργίας, παρακολουθούν τήν εξέλιξιν τής καπναγοράς. Μέχρι τής 28ης Ιανουαρίου, αί αγοραί καπνών είς τήν περιφέρειαν Μακεδονίας καί Θράκης ανήλθον εις 47.335.000 οκάδας. Εκ τούτων εκ τής παραγωγής 1963 ηγοράσθησαν 42.165.000 οκάδες. Ηγοράσθη μέσω Ομάδων προς 22.80 δρχ. την οκάν. Η συνολική αξία των αγορών ανέρχεται εις 820 εκατομμύρια δραχμών. bbox=[28, 180, 398, 234]
article-body: ΦΛΩΡΕΝΤΙΑ, 7.— Συνήλθεν εδώ το Συνέδριον των Εκδοτών Εφημερίδων. bbox=[988, 350, 1157, 372]
story-air-link bbox=[988, 940, 1157, 1013]
article-body: ΑΘΗΝΑΙ, 7.— Ανεκοινώθη ότι θα διεξαχθή γεωμαγνητική έρευνα εις την περιοχήν της Θεσσαλίας, προς ανεύρεσιν κοιτασμάτων υδρογονανθράκων. Την έρευναν θα αναλάβη ξένη εταιρεία. bbox=[28, 838, 398, 860]
subheading: ΕΠΑΡΧΙΑΚΟΦΑΙΡΗΝ bbox=[1303, 762, 1424, 776]
story-plane-crash bbox=[988, 770, 1157, 843]
article-body: ΞΑΝΘΗ, 7.— Εσημειώθη εσχάτως ζωηρά κίνησις εις την καπναγοράν, αγορασθέντων μέχρι σήμερον καπνών παραγωγής 1963 εις τας περιοχάς Ξάνθης και Κομοτηνής. Η μέση τιμή ανήλθεν εις 28 δρχ. κατ' οκάν. bbox=[28, 395, 398, 428]
article-body: ΜΠΟΥΕΝΟΣ ΑΙΡΕΣ, 7.— Η κυβέρνησις της Αργεντινής εκήρυξεν ανεπιθύμητον πρώην ναζί. bbox=[1174, 661, 1512, 672]
subheading: ΙΩΣΗΦ ΑΠΟΣΤΟΛΙΔΗΝ bbox=[719, 1138, 853, 1152]
headline: ΤΕΣΣΑΡΕΣ ΥΠΟΤΡΟΦΙΑΙ ΠΡΟΣ ΜΕΤΕΚΠΑΙΔΕΥΣΙΝ ΕΙΣ ΤΟ ΠΟΙΝΙΚΟΝ ΔΙΚΑΙΟΝ bbox=[422, 1069, 577, 1118]
article-body: ΜΠΟΥΕΝΟΣ ΑΙΡΕΣ, 7.— Η κυβέρνησις της Αργεντινής εκήρυξεν ανεπιθύμητον πρώην ναζί. bbox=[1174, 647, 1512, 658]
story-captain bbox=[1174, 204, 1553, 358]
article-body: ΑΘΗΝΑΙ, 7.— Εντός των ημερών θα κατατεθή εις την Βουλήν το νομοσχέδιον δια την ρύθμισιν των θεμάτων των οικοδόμων και την ασφάλισίν των. bbox=[415, 387, 584, 431]
article-body: Κατόπιν της αποφάσεως της διοικήσεως της ΓΣΕΕ, αι εργατικαί οργανώσεις θα συνέλθουν εις σύσκεψιν δια την εξέτασιν των αιτημάτων των εργαζομένων. Εις την σύσκεψιν θα μετάσχουν εκπρόσωποι των Εργατικών Κέντρων της χώρας. bbox=[28, 1429, 398, 1461]
headline: ΑΠΕΦΥΛΑΚΙΣΘΗ Η ΑΓΓΛΙΣ ΚΑΤΑΣΚΟΠΟΣ ΦΕΛ bbox=[989, 854, 1156, 878]
article-body: ΒΗΡΥΤΟΣ, 7. (Ασοσ. Πρές).— Επίκειται η ίδρυσις ομοσπονδίας της Αιγύπτου μετά του Ιράκ, της Αλγερίας και της Υεμένης. bbox=[1174, 1135, 1553, 1157]
table-row: Μικρά 257,50—258,00 bbox=[417, 549, 582, 560]
article-body: ΑΘΗΝΑΙ, 7.— Προκηρύσσονται τέσσαρες υποτροφίαι δια μετεκπαίδευσιν εις το εξωτερικόν. bbox=[415, 1120, 584, 1153]
story-catholic bbox=[988, 383, 1157, 468]
headline: ΑΦΙΧΘΗ ΕΙΣ ΑΘΗΝΑΣ Ο ΒΡΕΤΑΝΝΟΣ ΝΑΥΑΡΧΟΣ ΧΑΜΙΛΤΟΝ ΔΙΟΙΚΗΤΗΣ ΤΩΝ ΣΥΜΜΑΧΙΚΩΝ ΔΥΝΑΜΕΩΝ ΜΕΣΟΓΕΙΟΥ bbox=[617, 704, 956, 754]
article-body: ΑΘΗΝΑΙ, 7.— Απεβίωσεν ο γνωστός ανθογράφος Νικ. Μοσχόπουλος. bbox=[415, 943, 584, 964]
article-body: ΑΘΗΝΑΙ, 7.— Συνήλθεν η επιτροπή δια την εξέτασιν των θεμάτων του Δημοσίου. bbox=[415, 765, 584, 787]
column-4 bbox=[980, 12, 1166, 2312]
article-body: ΚΑΙΡΟΝ, 7.— Αραβική διάσκεψις συνέρχεται εις το Κάιρον. bbox=[988, 1051, 1157, 1073]
article-body: ΑΘΗΝΑΙ, 7.— Εντός των ημερών θα κατατεθή εις την Βουλήν το νομοσχέδιον δια την ρύθμισιν των θεμάτων των οικοδόμων και την ασφάλισίν των. bbox=[415, 341, 584, 384]
headline: ΚΑΤΑΔΙΚΗ ΜΕΛΟΥΣ ΤΟΥ Ο.Α.Σ. bbox=[994, 1084, 1151, 1109]
story-ben-bella bbox=[1174, 682, 1553, 825]
subheading: ΑΦΙΞΙΣ ΕΙΣ ΘΕΣΣΑΛΟΝΙΚΗΝ Ο ΕΝ ΚΟΜΟΤΗΝΗ ΠΡΟΞΕΝΟΣ ΤΗΣ ΤΟΥΡΚΙΑΣ bbox=[41, 771, 385, 796]
story-goulart bbox=[988, 480, 1157, 565]
article-body: ΜΟΣΧΑ, 7.— Εγκαινιάζεται αεροπορική σύνδεσις. bbox=[988, 966, 1157, 988]
subheading: ΟΙ ΠΑΡΑΓΩΓΟΙ ΔΡΑΜΑΣ bbox=[141, 293, 285, 307]
headline: ΑΡΧΙΖΕΙ ΤΗΝ ΚΥΡΙΑΚΗΝ ΕΙΣ ΠΑΤΡΑΣ ΤΟ ΣΥΝΕΔΡΙΟΝ ΕΚΠΡΟΣΩΠΩΝ ΤΩΝ ΕΠΑΓΓΕΛΜΑΤΙΩΝ ΚΑΙ ΒΙΟΤΕΧΝΩΝ bbox=[41, 509, 385, 558]
headline: ΟΛΑ ΤΑ ΤΑΜΕΙΑ ΘΑ ΔΙΑΘΕΤΟΥΝ ΧΑΡΤΟΣΗΜΑ bbox=[418, 665, 581, 691]
article-body: ΒΙΕΝΝΗ, 7. (Ρόυτερ).— Το βουλγαρικόν πρακτορείον ειδήσεων μετέδωσεν ότι ο Πρόεδρος της Αλγερίας Μπεν Μπέλλα έφθασεν εις Σόφιαν. bbox=[1174, 738, 1553, 760]
article-body: Την 17ην Μαΐου, δώρον Κυριακής. Εγκαινιάζεται το νέον Δημοτικόν Σχολείον. Μετεφέρθη εις το Νοσοκομείον ο τραυματισθείς κατά την σύγκρουσιν. Ο Νομάρχης επεσκέφθη τας παραμεθορίους κοινότητας. bbox=[28, 1230, 398, 1263]
article-body: ΑΓΙΟΣ ΦΡΑΓΚΙΣΚΟΣ, 7. (Ηνωμ. Τύπος).— Ο κυβερνήτης του ελληνικού φορτηγού πλοίου, πάσχων εκ λιθιάσεως, μεταφέρεται δι' αμερικανικού πλοίου εις ιαπωνικήν πόλιν προς θεραπείαν. bbox=[1174, 258, 1553, 280]
article-body: ΑΘΗΝΑΙ, 7.— Δικάζεται την Τρίτην ενώπιον του Διαρκούς Στρατοδικείου ο σμηναγός ο δολοφονήσας την φίλην του. Η υπεράσπισις θα επικαλεσθή την ψυχικήν του κατάστασιν. bbox=[415, 236, 584, 280]
table-row: Ελβετικόν 253,00—255,00 bbox=[417, 571, 582, 582]
story-cats bbox=[1174, 974, 1553, 1085]
article-body: ΧΟΛΛΥΓΟΥΝΤ, 7.— Ο Βρεταννός ηθοποιός Πήτερ Σέλλερς εξήλθε του νοσοκομείου. bbox=[988, 615, 1157, 636]
article-body: ΛΟΝΔΙΝΟΝ, 7. (Ηνωμ. Τύπος).— Τριάκοντα έξ γάτοι εξώσθησαν βιαίως από το ρετιρέ οικίας του Λονδίνου κατόπιν διαταγής του δικαστηρίου. bbox=[1174, 1038, 1553, 1059]
story-traffic bbox=[601, 844, 971, 1009]
article-body: ΠΕΚΙΝΟΝ, 7. (Ρόυτερ).— Εξεδόθησαν τα έργα του Μάο Τσε Τουνγκ. bbox=[1174, 590, 1426, 601]
article-body: ΞΑΝΘΗ, 7.— Εσημειώθη εσχάτως ζωηρά κίνησις εις την καπναγοράν, αγορασθέντων μέχρι σήμερον καπνών παραγωγής 1963 εις τας περιοχάς Ξάνθης και Κομοτηνής. Η μέση τιμή ανήλθεν εις 28 δρχ. κατ' οκάν. bbox=[28, 466, 398, 499]
article-body: Κατόπιν της αποφάσεως της διοικήσεως της ΓΣΕΕ, αι εργατικαί οργανώσεις θα συνέλθουν εις σύσκεψιν δια την εξέτασιν των αιτημάτων των εργαζομένων. Εις την σύσκεψιν θα μετάσχουν εκπρόσωποι των Εργατικών Κέντρων της χώρας. bbox=[28, 1464, 398, 1497]
article-body: ΑΘΗΝΑΙ, 7.— Ο Υπουργός Εργασίας κ. Μπακατσέλος εξέδωκε ανακοίνωσιν δια της οποίας τονίζει ότι η ΕΡΕ δεν δύναται να θίγη κρατικούς λειτουργούς του ήθους και της ακεραιότητος του κ. Πολυχρόνη. bbox=[601, 554, 971, 587]
headline: ΠΕΝΤΕ ΝΕΚΡΟΙ ΚΑΤΑ ΤΗΝ ΠΤΩΣΙΝ ΑΕΡΟΠΛΑΝΟΥ bbox=[989, 769, 1156, 793]
headline: Ο ΡΑΣΚ ΚΑΤΕΘΕΣΕΝ ΕΙΣ ΕΠΙΤΡΟΠΗΝ ΤΟΥ ΚΟΓΚΡΕΣΣΟΥ ΕΠΙ ΤΩΝ ΣΥΝΟΜΙΛΙΩΝ ΔΙΑ ΤΗΝ ΙΔΡΥΣΙΝ ΤΟΥ Μ.ΚΤΟΥ ΠΥΡΗΝΙΚΟΥ ΣΤΟΛΟΥ ΤΩΝ ΣΥΜΜΑΧΩΝ bbox=[1185, 16, 1542, 81]
article-body: Η κηδεία του φονευθέντος ορειβάτου θα γίνη την 11ην πρωινήν εις τον Ιερόν Ναόν της Αγίας Σοφίας. Ο Σύλλογος Ελλήνων Ορειβατών καλεί τα μέλη του να παραστούν. bbox=[601, 1244, 971, 1266]
article-body: ΔΡΑΜΑ, 7.— Συνεστήθη ο νέος Αγροτικός Συνεταιρισμός διά την διάθεσιν των προϊόντων των καπνοπαραγωγών. Ούτος επέτυχε την έγκρισιν του Υπουργείου δια την διαχείρισιν του καπνού της περιοχής, επί παρουσία αντιπροσώπων της ΑΤΕ. bbox=[28, 309, 398, 342]
article-body: ΡΩΜΗ, 7.— Καθολικός ιεράρχης κατεφέρθη κατά του αντισημιτισμού. bbox=[988, 422, 1157, 444]
article-body: Την 17ην Μαΐου, δώρον Κυριακής. Εγκαινιάζεται το νέον Δημοτικόν Σχολείον. Μετεφέρθη εις το Νοσοκομείον ο τραυματισθείς κατά την σύγκρουσιν. Ο Νομάρχης επεσκέφθη τας παραμεθορίους κοινότητας. bbox=[28, 1159, 398, 1192]
headline: Ο ΒΟΥΛΕΥΤΗΣ Κ. ΙΝΤΖΕΣ bbox=[419, 1345, 580, 1359]
story-stamps bbox=[415, 667, 584, 726]
article-body: ΑΘΗΝΑΙ, 7.— Ανεκοινώθη ότι θα διεξαχθή γεωμαγνητική έρευνα εις την περιοχήν της Θεσσαλίας, προς ανεύρεσιν κοιτασμάτων υδρογονανθράκων. Την έρευναν θα αναλάβη ξένη εταιρεία. bbox=[28, 863, 398, 884]
article-body: Την 8ην μ.μ. χθες επί της οδού Εγνατίας, το υπ' αριθ. φορτηγόν αυτοκίνητον συνεκρούσθη μετά επιβατικού. Ετραυματίσθησαν ελαφρώς οι επιβάται. bbox=[601, 987, 971, 1009]
article-body: Την 17ην Μαΐου, δώρον Κυριακής. Εγκαινιάζεται το νέον Δημοτικόν Σχολείον. Μετεφέρθη εις το Νοσοκομείον ο τραυματισθείς κατά την σύγκρουσιν. Ο Νομάρχης επεσκέφθη τας παραμεθορίους κοινότητας. bbox=[28, 1266, 398, 1298]
headline: ΕΠΙΚΕΙΤΑΙ ΟΜΟΣΠΟΝΔΙΑ ΤΗΣ ΑΙΓΥΠΤΟΥ ΜΕΤΑ ΤΟΥ ΙΡΑΚ, ΑΛΓΕΡΙΑΣ ΚΑΙ ΥΕΜΕΝΗΣ bbox=[1185, 1094, 1542, 1128]
headline: ΣΥΓΧΑΡΗΤΗΡΙΑ ΤΗΛΕΓΡΑΦΗΜΑΤΑ ΕΙΣ ΤΟΝ ΠΑΠΑΝΔΡΕΟΥ ΕΚ ΜΕΡΟΥΣ ΕΚΠΡΟΣΩΠΩΝ ΟΡΓΑΝΩΣΕΩΝ ΚΑΙ ΣΩΜΑΤΕΙΩΝ bbox=[28, 919, 398, 968]
subheading: ΤΑ ΕΡΓΑ ΤΟΥ ΜΑΟ bbox=[1307, 574, 1420, 588]
headline: ΙΑΠΩΝΕΣ ΑΡΧΑΙΟΛΟΓΟΙ ΜΕΤΑΒΑΙΝΟΥΝ ΕΙΣ ΤΟ ΙΣΡΑΗΛ bbox=[996, 672, 1149, 708]
headline: ΑΕΡΟΠΟΡΙΚΗ ΣΥΝΔΕΣΙΣ ΜΟΣΧΑΣ — Β. ΑΦΡΙΚΗΣ bbox=[995, 939, 1150, 963]
headline: ΠΑΡΑΙΤΗΣΙΣ ΕΙΣΑΓΓΕΛΕΩΣ bbox=[1029, 1204, 1117, 1230]
article-body: ΒΗΡΥΤΟΣ, 7. (Ασοσ. Πρές).— Επίκειται η ίδρυσις ομοσπονδίας της Αιγύπτου μετά του Ιράκ, της Αλγερίας και της Υεμένης. bbox=[1174, 1189, 1553, 1210]
story-trial bbox=[415, 18, 584, 280]
subheading: ΝΑΖΙ ΑΝΕΠΙΘΥΜΗΤΟΣ ΕΙΣ ΤΗΝ ΑΡΓΕΝΤΙΝΗΝ bbox=[1229, 631, 1498, 645]
lead-story-edessa bbox=[601, 18, 971, 457]
subheading: ΖΗΤΟΥΝ ΑΥΞΗΣΙΝ ΤΗΣ ΤΙΜΗΣ ΑΝΑΘΕΣΕΩΣ ΤΩΝ ΑΓΡΩΝ ΤΩΝ bbox=[1183, 480, 1544, 494]
column-1 bbox=[20, 12, 407, 2312]
article-body: Η κηδεία του φονευθέντος ορειβάτου θα γίνη την 11ην πρωινήν εις τον Ιερόν Ναόν της Αγίας Σοφίας. Ο Σύλλογος Ελλήνων Ορειβατών καλεί τα μέλη του να παραστούν. bbox=[601, 1179, 971, 1201]
headline: ΠΑΙΣ ΕΤΡΑΥΜΑΤΙΣΘΗ ΠΕΣΩΝ ΕΚ ΣΤΕΓΗΣ bbox=[431, 1285, 568, 1309]
story-painters bbox=[415, 1225, 584, 1274]
headline: ΖΕΥΓΟΣ ΝΕΩΡΩΝ ΑΛΛΗΛΟΦΟΝΕΥΘΗ bbox=[439, 1164, 560, 1189]
story-committee bbox=[415, 738, 584, 787]
article-body: ΑΘΗΝΑΙ, 7.— Η διοίκησις της Γενικής Συνομοσπονδίας Επαγγελματιών και Βιοτεχνών Ελλάδος ανακοινώνει ότι την Κυριακήν αρχίζει εις Πάτρας το Συνέδριον των εκπροσώπων των Επαγγελματιών. Θα συζητηθούν θέματα φορολογικά, ασφαλιστικά και πιστωτικά. bbox=[28, 601, 398, 633]
